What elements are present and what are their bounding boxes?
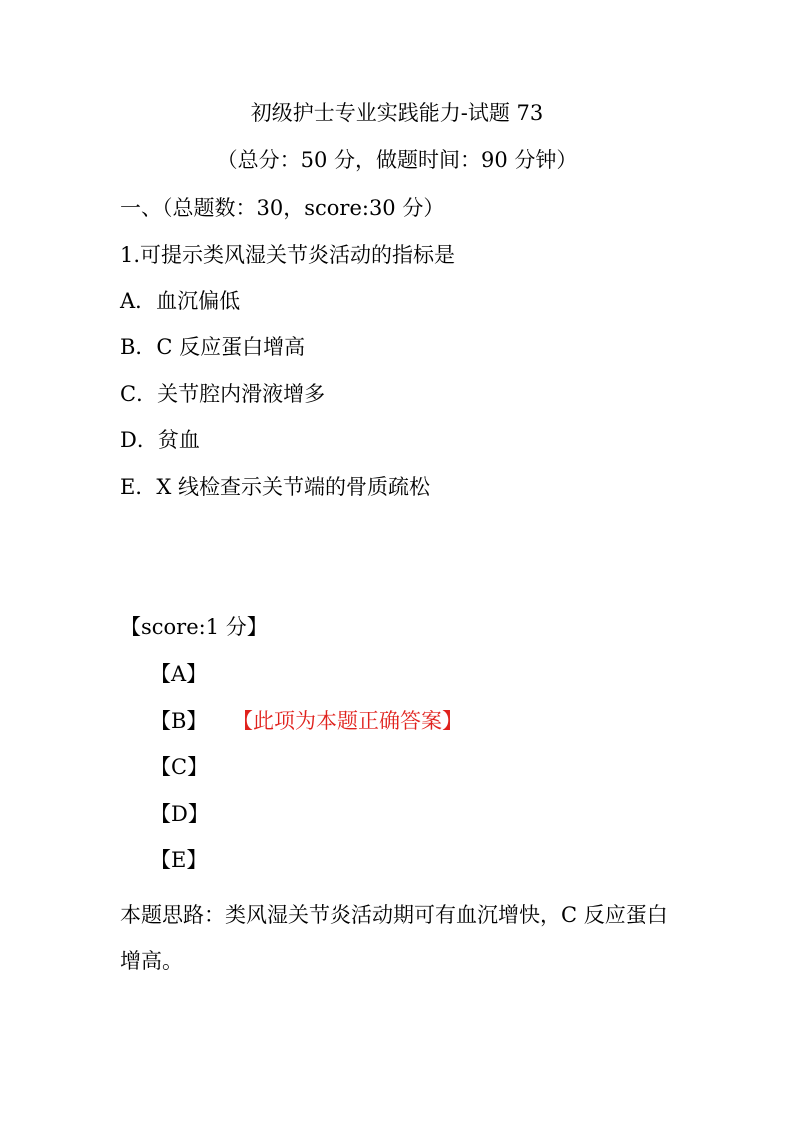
answer-choice-a: 【A】	[150, 662, 208, 686]
option-c: C．关节腔内滑液增多	[120, 382, 326, 406]
option-a: A．血沉偏低	[120, 289, 241, 313]
answer-choice-c: 【C】	[150, 755, 209, 779]
answer-choice-d: 【D】	[150, 802, 209, 826]
document-subtitle: （总分：50 分，做题时间：90 分钟）	[216, 148, 578, 172]
answer-choice-b: 【B】	[150, 709, 208, 733]
document-title: 初级护士专业实践能力-试题 73	[250, 101, 544, 125]
answer-explanation: 本题思路：类风湿关节炎活动期可有血沉增快，C 反应蛋白增高。	[120, 903, 668, 973]
question-score: 【score:1 分】	[120, 615, 268, 639]
option-d: D．贫血	[120, 428, 200, 452]
section-header: 一、（总题数：30，score:30 分）	[120, 196, 445, 220]
question-stem: 1.可提示类风湿关节炎活动的指标是	[120, 243, 456, 267]
answer-choice-e: 【E】	[150, 848, 208, 872]
option-b: B．C 反应蛋白增高	[120, 335, 306, 359]
correct-answer-mark: 【此项为本题正确答案】	[232, 709, 463, 733]
option-e: E．X 线检查示关节端的骨质疏松	[120, 475, 430, 499]
